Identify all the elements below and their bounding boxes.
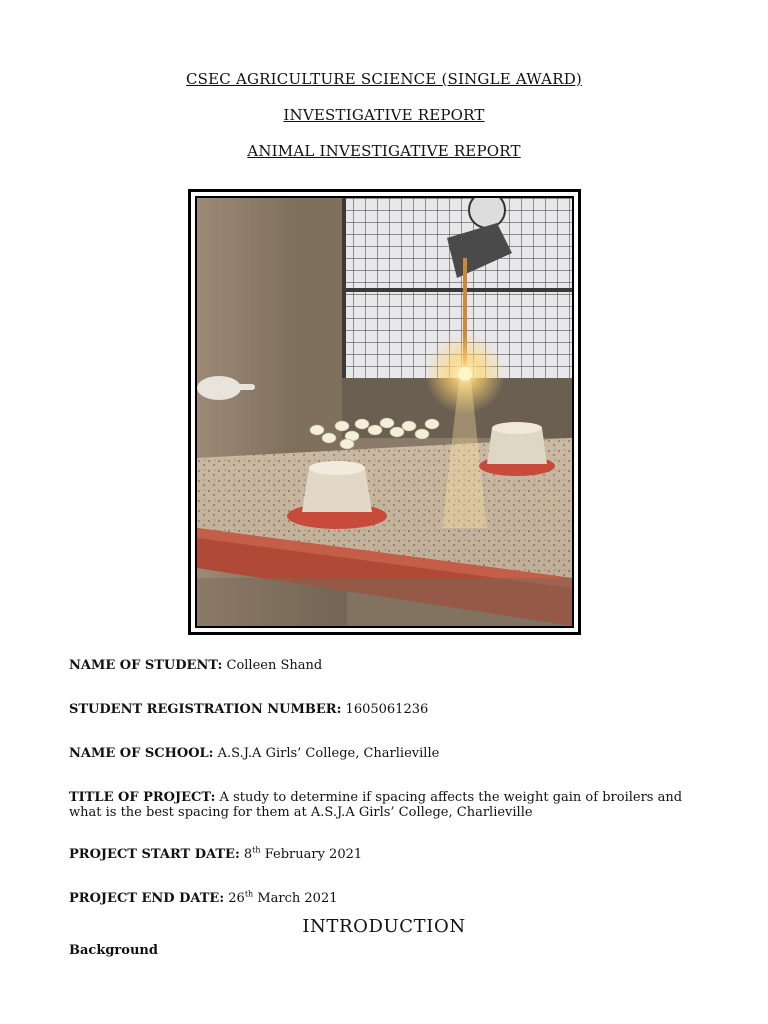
end-date-rest: March 2021 (257, 891, 338, 906)
end-date-suffix: th (244, 889, 254, 899)
broiler-pen-illustration (197, 198, 572, 626)
report-title-subtype: ANIMAL INVESTIGATIVE REPORT (247, 142, 521, 160)
school-name-field (69, 746, 709, 761)
start-date-suffix: th (252, 845, 261, 855)
background-subheading: Background (69, 943, 158, 958)
introduction-heading: INTRODUCTION (302, 916, 466, 937)
project-end-date-field (69, 891, 709, 906)
project-end-date-label: PROJECT END DATE: (69, 891, 225, 906)
registration-number-label: STUDENT REGISTRATION NUMBER: (69, 702, 342, 717)
project-title-field (69, 790, 709, 820)
school-name-value: A.S.J.A Girls’ College, Charlieville (217, 746, 440, 761)
report-title-type: INVESTIGATIVE REPORT (283, 106, 485, 124)
registration-number-field (69, 702, 709, 717)
student-name-value: Colleen Shand (226, 658, 323, 673)
end-date-day: 26 (228, 891, 245, 906)
start-date-rest: February 2021 (264, 847, 363, 862)
student-name-field (69, 658, 709, 673)
project-title-value: A study to determine if spacing affects the weight gain of broilers and what is the best spacing for them at A.S.J.A Girls’ College, Charlieville (69, 790, 683, 820)
school-name-label: NAME OF SCHOOL: (69, 746, 214, 761)
broiler-pen-photo (188, 189, 581, 635)
start-date-day: 8 (243, 847, 253, 862)
registration-number-value: 1605061236 (345, 702, 429, 717)
project-title-label: TITLE OF PROJECT: (69, 790, 216, 805)
report-title-course: CSEC AGRICULTURE SCIENCE (SINGLE AWARD) (186, 70, 582, 88)
project-start-date-label: PROJECT START DATE: (69, 847, 240, 862)
student-name-label: NAME OF STUDENT: (69, 658, 223, 673)
photo-image (195, 196, 574, 628)
project-start-date-field (69, 847, 709, 862)
